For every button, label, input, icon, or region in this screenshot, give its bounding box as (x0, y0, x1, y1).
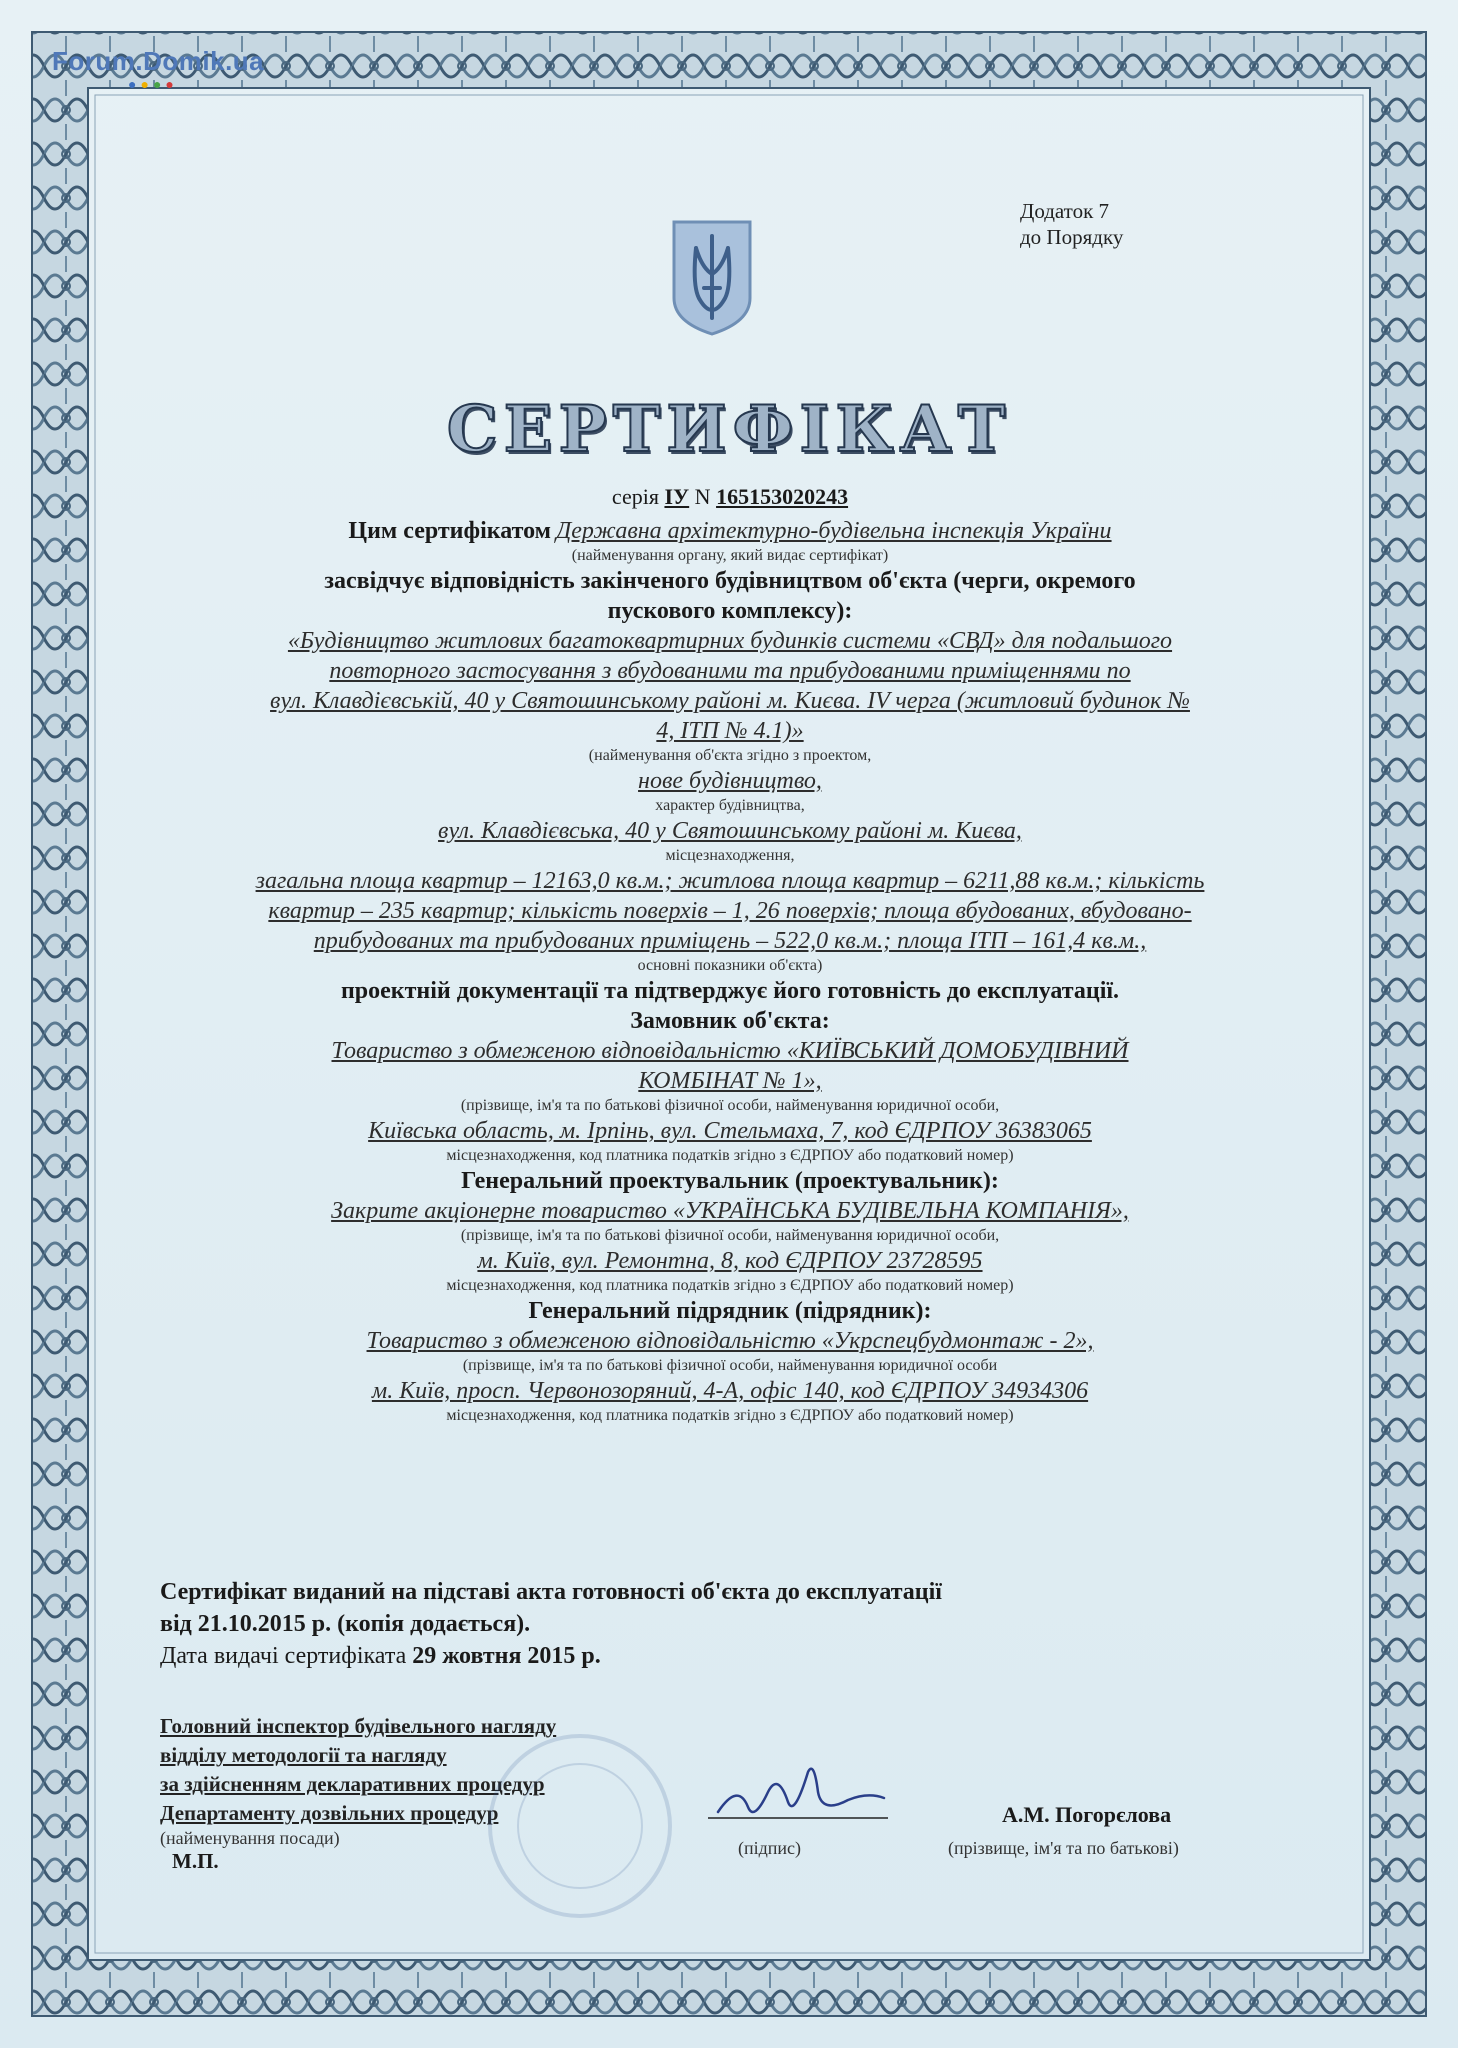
position-line-4: Департаменту дозвільних процедур (160, 1801, 499, 1825)
position-caption: (найменування посади) (160, 1828, 340, 1848)
watermark-dots: ●●●● (128, 78, 178, 93)
basis-line-1: Сертифікат виданий на підставі акта готовності об'єкта до експлуатації (160, 1579, 942, 1605)
designer-name: Закрите акціонерне товариство «УКРАЇНСЬКА БУДІВЕЛЬНА КОМПАНІЯ», (331, 1198, 1129, 1224)
certificate-title: СЕРТИФІКАТ (446, 392, 1012, 467)
watermark-text: Forum.Domik.ua (52, 46, 265, 76)
indicators-line-1: загальна площа квартир – 12163,0 кв.м.; житлова площа квартир – 6211,88 кв.м.; кількість (255, 868, 1205, 894)
designer-address-caption: місцезнаходження, код платника податків згідно з ЄДРПОУ або податковий номер) (446, 1277, 1014, 1294)
annex-note (1020, 198, 1123, 250)
number-label: N (694, 484, 711, 509)
customer-caption: (прізвище, ім'я та по батькові фізичної особи, найменування юридичної особи, (460, 1097, 1000, 1114)
certifies-line-1: засвідчує відповідність закінченого будівництвом об'єкта (черги, окремого (324, 568, 1136, 594)
designer-heading: Генеральний проектувальник (проектувальник): (461, 1168, 999, 1194)
object-name-line-4: 4, ІТП № 4.1)» (656, 718, 804, 744)
issue-date: 29 жовтня 2015 р. (412, 1643, 601, 1669)
contractor-heading: Генеральний підрядник (підрядник): (528, 1298, 932, 1324)
seal-label: М.П. (172, 1849, 219, 1873)
certificate-body (150, 482, 1310, 1426)
designer-address: м. Київ, вул. Ремонтна, 8, код ЄДРПОУ 23728595 (477, 1248, 983, 1274)
certificate-number: 165153020243 (716, 484, 849, 509)
contractor-address-caption: місцезнаходження, код платника податків згідно з ЄДРПОУ або податковий номер) (446, 1407, 1014, 1424)
signer-caption: (прізвище, ім'я та по батькові) (948, 1838, 1179, 1858)
basis-line-2: від 21.10.2015 р. (копія додається). (160, 1611, 531, 1637)
signature-area (160, 1712, 1310, 1932)
certifies-line-2: пускового комплексу): (607, 598, 853, 624)
object-name-line-1: «Будівництво житлових багатоквартирних будинків системи «СВД» для подальшого (287, 628, 1173, 654)
trident-coat-of-arms-icon (670, 218, 754, 336)
customer-heading: Замовник об'єкта: (630, 1008, 830, 1034)
annex-line-2: до Порядку (1020, 225, 1124, 249)
customer-name-line-2: КОМБІНАТ № 1», (638, 1068, 822, 1094)
series-line (150, 482, 1310, 512)
construction-type: нове будівництво, (638, 768, 822, 794)
customer-address: Київська область, м. Ірпінь, вул. Стельмаха, 7, код ЄДРПОУ 36383065 (368, 1118, 1092, 1144)
conformity-statement: проектній документації та підтверджує його готовність до експлуатації. (340, 978, 1120, 1004)
object-caption: (найменування об'єкта згідно з проектом, (588, 747, 872, 764)
object-name-line-3: вул. Клавдієвській, 40 у Святошинському районі м. Києва. IV черга (житловий будинок № (270, 688, 1190, 714)
basis-block (160, 1576, 1160, 1672)
handwritten-signature (708, 1752, 888, 1832)
signature-caption: (підпис) (738, 1838, 802, 1858)
position-line-2: відділу методології та нагляду (160, 1743, 447, 1767)
object-location: вул. Клавдієвська, 40 у Святошинському районі м. Києва, (438, 818, 1022, 844)
construction-caption: характер будівництва, (655, 797, 805, 814)
contractor-caption: (прізвище, ім'я та по батькові фізичної особи, найменування юридичної особи (462, 1357, 998, 1374)
series-value: ІУ (664, 484, 690, 509)
position-line-3: за здійсненням декларативних процедур (160, 1772, 545, 1796)
issuer-caption: (найменування органу, який видає сертифікат) (571, 547, 889, 564)
issue-date-label: Дата видачі сертифіката (160, 1643, 407, 1669)
issuer-prefix: Цим сертифікатом (348, 518, 551, 544)
indicators-line-2: квартир – 235 квартир; кількість поверхів – 1, 26 поверхів; площа вбудованих, вбудовано- (268, 898, 1192, 924)
series-label: серія (611, 484, 659, 509)
location-caption: місцезнаходження, (665, 847, 795, 864)
annex-line-1: Додаток 7 (1020, 199, 1110, 223)
contractor-address: м. Київ, просп. Червонозоряний, 4-А, офіс 140, код ЄДРПОУ 34934306 (371, 1378, 1089, 1404)
round-stamp (480, 1726, 680, 1926)
issuer-line (150, 516, 1310, 546)
customer-name-line-1: Товариство з обмеженою відповідальністю «КИЇВСЬКИЙ ДОМОБУДІВНИЙ (331, 1038, 1129, 1064)
signer-name: А.М. Погорєлова (1002, 1802, 1172, 1827)
position-line-1: Головний інспектор будівельного нагляду (160, 1714, 557, 1738)
indicators-caption: основні показники об'єкта) (637, 957, 823, 974)
issue-date-line (160, 1640, 1160, 1672)
customer-address-caption: місцезнаходження, код платника податків згідно з ЄДРПОУ або податковий номер) (446, 1147, 1014, 1164)
indicators-line-3: прибудованих та прибудованих приміщень – 522,0 кв.м.; площа ІТП – 161,4 кв.м., (313, 928, 1147, 954)
issuer-name: Державна архітектурно-будівельна інспекція України (556, 518, 1112, 544)
contractor-name: Товариство з обмеженою відповідальністю «Укрспецбудмонтаж - 2», (366, 1328, 1094, 1354)
designer-caption: (прізвище, ім'я та по батькові фізичної особи, найменування юридичної особи, (460, 1227, 1000, 1244)
object-name-line-2: повторного застосування з вбудованими та прибудованими приміщеннями по (329, 658, 1131, 684)
